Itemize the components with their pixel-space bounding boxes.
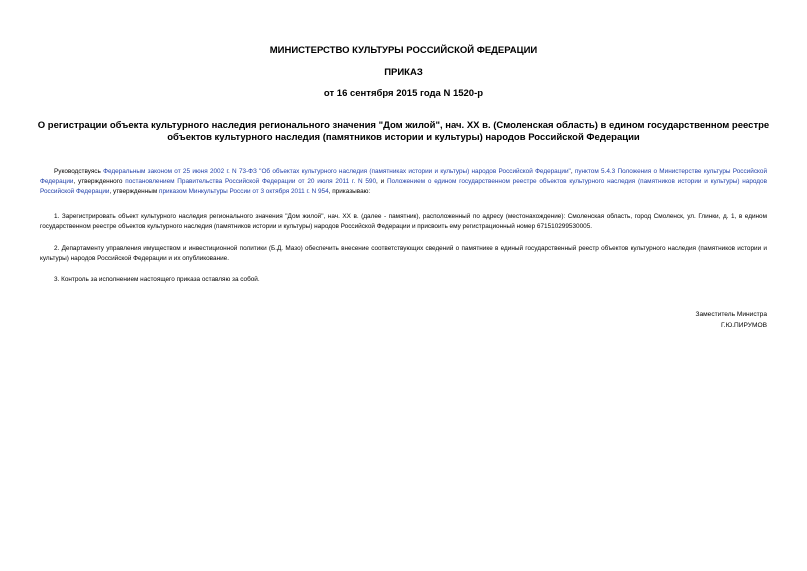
- ministry-regulation-link[interactable]: пунктом 5.4.3 Положения о Министерстве культуры Российской Федерации: [40, 168, 768, 185]
- preamble-paragraph: [40, 167, 767, 197]
- ministry-title: МИНИСТЕРСТВО КУЛЬТУРЫ РОССИЙСКОЙ ФЕДЕРАЦИИ: [269, 45, 538, 56]
- ministry-order-link[interactable]: приказом Минкультуры России от 3 октября 2011 г. N 954: [158, 188, 329, 195]
- document-type: ПРИКАЗ: [384, 67, 423, 78]
- preamble-text-5: , утвержденным: [109, 188, 159, 195]
- federal-law-link[interactable]: Федеральным законом от 25 июня 2002 г. N 73-ФЗ "Об объектах культурного наследия (памятниках истории и культуры) народов Российской Федерации": [103, 168, 571, 175]
- preamble-text-4: , и: [376, 178, 387, 185]
- signatory-position: Заместитель Министра: [695, 311, 767, 318]
- preamble-text-6: , приказываю:: [328, 188, 371, 195]
- preamble-text-2: ,: [570, 168, 575, 175]
- preamble-text-1: Руководствуясь: [54, 168, 104, 175]
- document-date-number: от 16 сентября 2015 года N 1520-р: [323, 88, 484, 99]
- signatory-name: Г.Ю.ПИРУМОВ: [720, 322, 767, 329]
- preamble-text-3: , утвержденного: [73, 178, 126, 185]
- order-item-2: 2. Департаменту управления имуществом и инвестиционной политики (Б.Д. Мазо) обеспечить внесение соответствующих сведений о памятнике в единый государственный реестр объектов культурного наследия (памятников истории и культуры) народов Российской Федерации и их опубликование.: [40, 245, 767, 262]
- government-decree-link[interactable]: постановлением Правительства Российской Федерации от 20 июля 2011 г. N 590: [125, 178, 377, 185]
- order-item-1: 1. Зарегистрировать объект культурного наследия регионального значения "Дом жилой", нач. XX в. (далее - памятник), расположенный по адресу (местонахождение): Смоленская область, город Смоленск, ул. Глинки, д. 1, в едином государственном реестре объектов культурного наследия (памятников истории и культуры) народов Российской Федерации и присвоить ему регистрационный номер 671510299530005.: [40, 213, 767, 230]
- order-item-3: 3. Контроль за исполнением настоящего приказа оставляю за собой.: [54, 276, 260, 283]
- registry-regulation-link[interactable]: Положением о едином государственном реестре объектов культурного наследия (памятников истории и культуры) народов Российской Федерации: [40, 178, 767, 195]
- document-subject: О регистрации объекта культурного наследия регионального значения "Дом жилой", нач. XX в. (Смоленская область) в едином государственном реестре объектов культурного наследия (памятников истории и культуры) народов Российской Федерации: [37, 120, 770, 143]
